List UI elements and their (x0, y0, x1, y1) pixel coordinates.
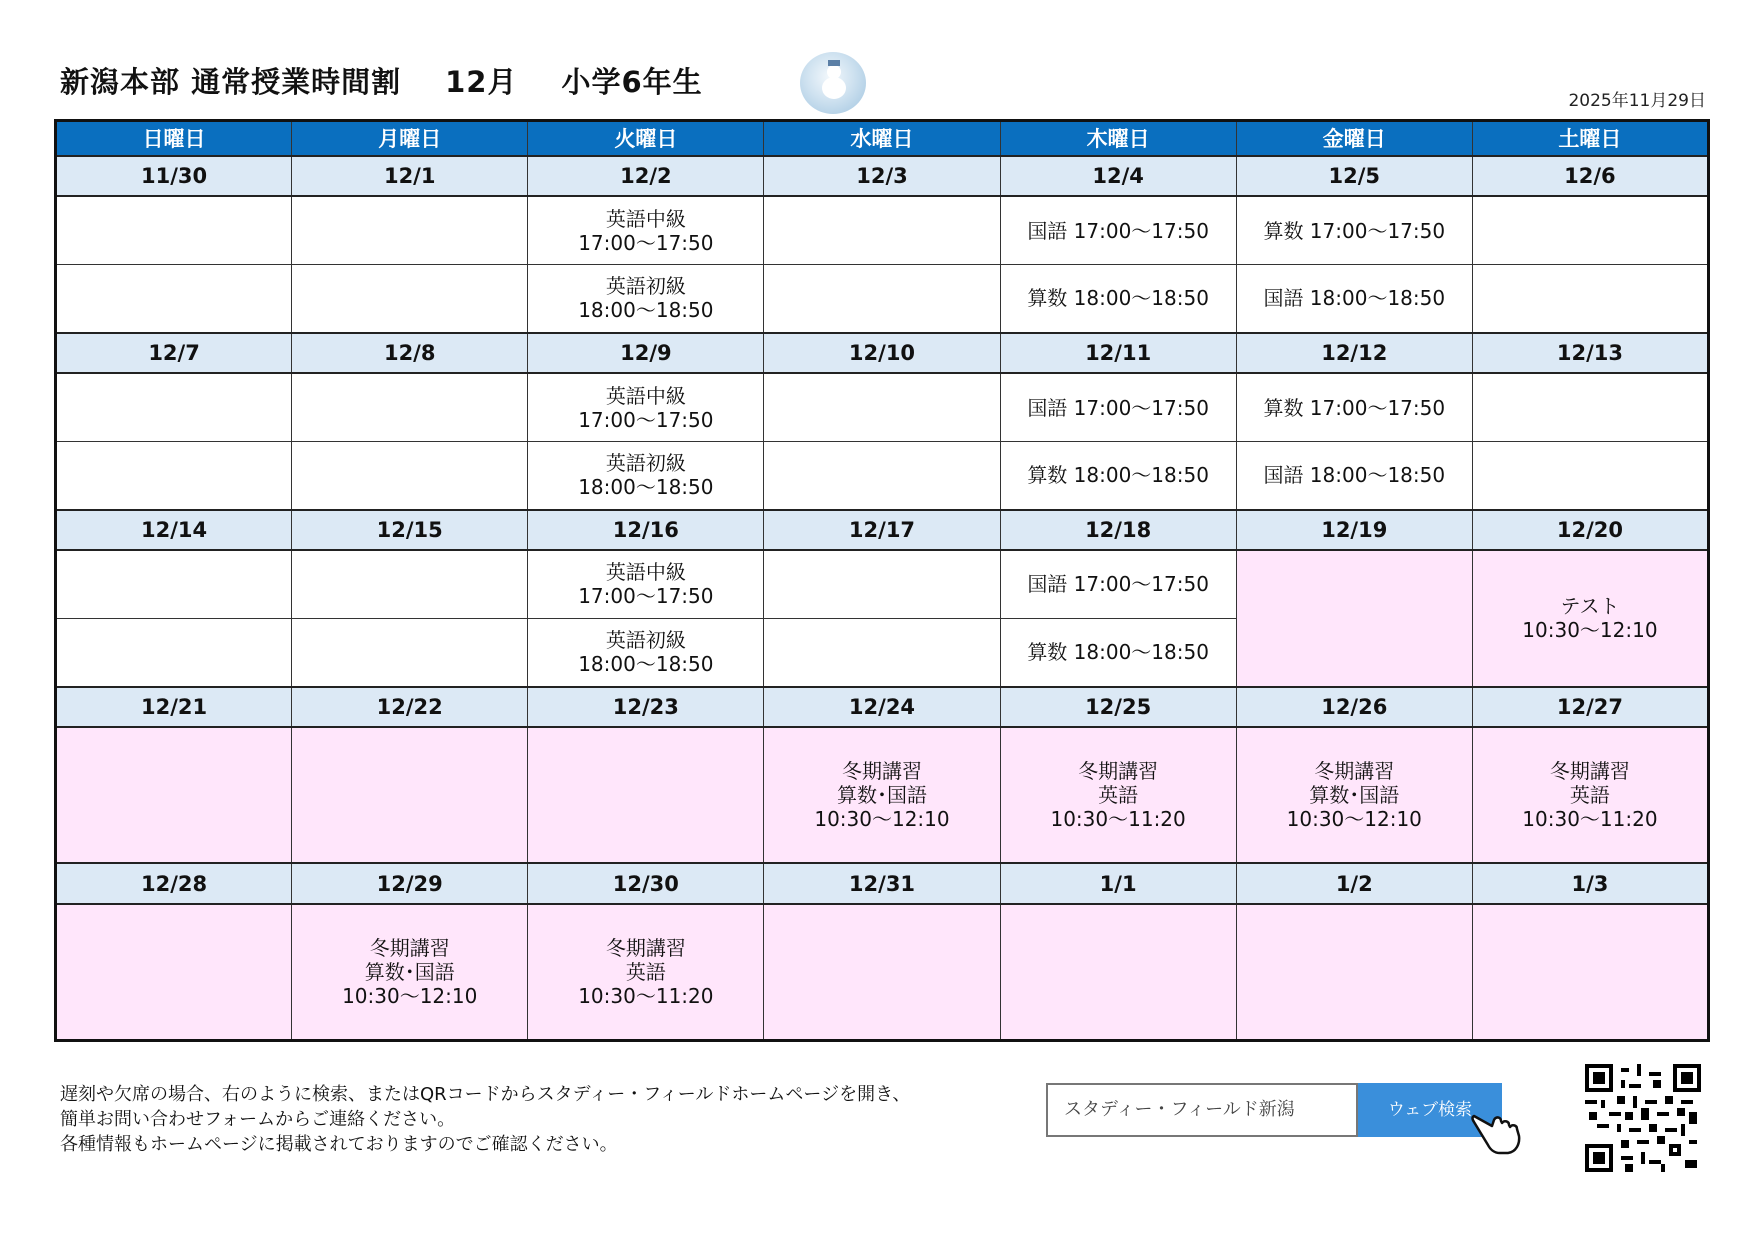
lesson-cell (528, 196, 764, 264)
lesson-text: 英語初級 (605, 451, 686, 476)
lesson-text: 英語中級 (605, 560, 686, 585)
date-cell: 12/11 (1000, 333, 1236, 373)
date-cell: 1/1 (1000, 863, 1236, 903)
lesson-row (56, 441, 1709, 509)
lesson-cell (1000, 550, 1236, 618)
date-cell: 12/17 (764, 510, 1000, 550)
lesson-cell (764, 265, 1000, 333)
date-cell: 12/15 (292, 510, 528, 550)
snowman-icon (800, 52, 866, 114)
date-row (56, 510, 1709, 550)
lesson-cell (764, 618, 1000, 686)
lesson-text: 算数 17:00〜17:50 (1263, 218, 1446, 243)
lesson-cell (56, 196, 292, 264)
lesson-text: 算数 17:00〜17:50 (1263, 395, 1446, 420)
lesson-text: 10:30〜11:20 (1050, 807, 1186, 832)
date-cell: 12/10 (764, 333, 1000, 373)
lesson-cell (528, 618, 764, 686)
date-cell: 1/2 (1236, 863, 1472, 903)
lesson-cell (292, 727, 528, 864)
lesson-cell (764, 196, 1000, 264)
lesson-text: 国語 18:00〜18:50 (1263, 463, 1446, 488)
date-cell: 12/26 (1236, 687, 1472, 727)
lesson-row (56, 373, 1709, 441)
search-input[interactable]: スタディー・フィールド新潟 (1046, 1083, 1358, 1137)
lesson-text: 10:30〜11:20 (1522, 807, 1658, 832)
date-cell: 12/2 (528, 156, 764, 196)
date-cell: 12/16 (528, 510, 764, 550)
lesson-cell (764, 373, 1000, 441)
weekday-header: 水曜日 (764, 121, 1000, 157)
issue-date: 2025年11月29日 (1568, 91, 1706, 111)
lesson-cell (1000, 441, 1236, 509)
weekday-header: 金曜日 (1236, 121, 1472, 157)
lesson-text: 国語 17:00〜17:50 (1027, 395, 1209, 420)
lesson-cell (528, 441, 764, 509)
date-cell: 12/30 (528, 863, 764, 903)
lesson-cell (1472, 904, 1708, 1041)
lesson-text: 英語 (1569, 783, 1610, 808)
weekday-header: 土曜日 (1472, 121, 1708, 157)
lesson-cell (1472, 196, 1708, 264)
lesson-cell (1000, 265, 1236, 333)
date-cell: 12/14 (56, 510, 292, 550)
lesson-text: 18:00〜18:50 (578, 652, 714, 677)
lesson-cell (764, 441, 1000, 509)
lesson-text: 冬期講習 (1078, 759, 1159, 784)
schedule-table (54, 119, 1710, 1042)
date-cell: 12/29 (292, 863, 528, 903)
date-cell: 12/28 (56, 863, 292, 903)
lesson-row (56, 196, 1709, 264)
date-row (56, 156, 1709, 196)
footer-line: 簡単お問い合わせフォームからご連絡ください。 (60, 1109, 456, 1130)
title-grade: 小学6年生 (561, 65, 703, 99)
lesson-text: 10:30〜11:20 (578, 983, 714, 1008)
lesson-text: 10:30〜12:10 (342, 983, 478, 1008)
date-cell: 12/12 (1236, 333, 1472, 373)
lesson-cell (1236, 727, 1472, 864)
lesson-text: 英語初級 (605, 274, 686, 299)
date-cell: 12/1 (292, 156, 528, 196)
lesson-cell (764, 904, 1000, 1041)
lesson-cell (1472, 727, 1708, 864)
weekday-header: 木曜日 (1000, 121, 1236, 157)
title-main: 新潟本部 通常授業時間割 (60, 65, 402, 99)
lesson-cell (292, 904, 528, 1041)
lesson-cell (292, 441, 528, 509)
date-cell: 12/5 (1236, 156, 1472, 196)
lesson-text: 冬期講習 (1314, 759, 1395, 784)
date-cell: 12/21 (56, 687, 292, 727)
lesson-cell (1472, 550, 1708, 687)
footer-line: 遅刻や欠席の場合、右のように検索、またはQRコードからスタディー・フィールドホームページを開き、 (60, 1084, 911, 1105)
weekday-header: 日曜日 (56, 121, 292, 157)
web-search-button[interactable]: ウェブ検索 (1358, 1083, 1502, 1137)
lesson-text: 英語中級 (605, 206, 686, 231)
lesson-row (56, 550, 1709, 618)
weekday-header: 月曜日 (292, 121, 528, 157)
lesson-cell (528, 265, 764, 333)
lesson-cell (528, 727, 764, 864)
date-cell: 12/3 (764, 156, 1000, 196)
date-cell: 12/8 (292, 333, 528, 373)
lesson-cell (292, 373, 528, 441)
lesson-text: テスト (1560, 594, 1620, 619)
lesson-text: 英語初級 (605, 628, 686, 653)
date-cell: 12/18 (1000, 510, 1236, 550)
lesson-cell (56, 618, 292, 686)
lesson-row (56, 265, 1709, 333)
date-cell: 12/27 (1472, 687, 1708, 727)
lesson-cell (1000, 904, 1236, 1041)
lesson-cell (56, 727, 292, 864)
date-cell: 12/23 (528, 687, 764, 727)
lesson-cell (1236, 550, 1472, 687)
lesson-cell (1236, 441, 1472, 509)
lesson-cell (1236, 904, 1472, 1041)
qr-code[interactable] (1584, 1064, 1702, 1172)
lesson-cell (764, 727, 1000, 864)
lesson-cell (292, 618, 528, 686)
lesson-text: 冬期講習 (369, 935, 450, 960)
weekday-header: 火曜日 (528, 121, 764, 157)
lesson-text: 算数 18:00〜18:50 (1027, 463, 1209, 488)
footer-line: 各種情報もホームページに掲載されておりますのでご確認ください。 (60, 1134, 618, 1155)
date-cell: 12/4 (1000, 156, 1236, 196)
lesson-cell (1236, 196, 1472, 264)
lesson-cell (1000, 618, 1236, 686)
lesson-cell (292, 550, 528, 618)
footer-note (60, 1082, 910, 1157)
lesson-text: 17:00〜17:50 (578, 230, 714, 255)
lesson-cell (1472, 373, 1708, 441)
lesson-cell (56, 550, 292, 618)
lesson-text: 冬期講習 (605, 935, 686, 960)
lesson-text: 算数･国語 (364, 959, 455, 984)
lesson-text: 10:30〜12:10 (814, 807, 950, 832)
lesson-text: 国語 17:00〜17:50 (1027, 572, 1209, 597)
lesson-text: 10:30〜12:10 (1522, 618, 1658, 643)
date-cell: 12/19 (1236, 510, 1472, 550)
lesson-cell (1472, 265, 1708, 333)
date-row (56, 333, 1709, 373)
lesson-cell (56, 265, 292, 333)
lesson-text: 算数 18:00〜18:50 (1027, 286, 1209, 311)
date-cell: 12/31 (764, 863, 1000, 903)
date-cell: 12/25 (1000, 687, 1236, 727)
lesson-cell (56, 373, 292, 441)
page-title (60, 60, 703, 101)
date-cell: 12/6 (1472, 156, 1708, 196)
lesson-row (56, 727, 1709, 864)
lesson-text: 18:00〜18:50 (578, 475, 714, 500)
date-cell: 11/30 (56, 156, 292, 196)
lesson-cell (1000, 196, 1236, 264)
lesson-text: 英語 (625, 959, 666, 984)
lesson-cell (1236, 265, 1472, 333)
lesson-text: 国語 17:00〜17:50 (1027, 218, 1209, 243)
lesson-text: 算数･国語 (1309, 783, 1400, 808)
lesson-text: 国語 18:00〜18:50 (1263, 286, 1446, 311)
lesson-cell (528, 550, 764, 618)
lesson-text: 英語 (1098, 783, 1139, 808)
date-cell: 12/9 (528, 333, 764, 373)
lesson-cell (56, 441, 292, 509)
lesson-cell (292, 196, 528, 264)
lesson-cell (1000, 727, 1236, 864)
lesson-text: 10:30〜12:10 (1286, 807, 1422, 832)
lesson-text: 17:00〜17:50 (578, 407, 714, 432)
lesson-cell (292, 265, 528, 333)
lesson-cell (528, 904, 764, 1041)
date-cell: 12/22 (292, 687, 528, 727)
lesson-text: 算数･国語 (836, 783, 927, 808)
date-row (56, 863, 1709, 903)
lesson-text: 英語中級 (605, 383, 686, 408)
pointing-hand-icon (1470, 1106, 1532, 1156)
date-row (56, 687, 1709, 727)
lesson-row (56, 904, 1709, 1041)
lesson-cell (764, 550, 1000, 618)
lesson-cell (1000, 373, 1236, 441)
date-cell: 1/3 (1472, 863, 1708, 903)
date-cell: 12/13 (1472, 333, 1708, 373)
lesson-cell (528, 373, 764, 441)
lesson-text: 算数 18:00〜18:50 (1027, 640, 1209, 665)
date-cell: 12/24 (764, 687, 1000, 727)
lesson-text: 17:00〜17:50 (578, 584, 714, 609)
weekday-header-row (56, 121, 1709, 157)
date-cell: 12/20 (1472, 510, 1708, 550)
lesson-cell (56, 904, 292, 1041)
lesson-cell (1236, 373, 1472, 441)
lesson-text: 18:00〜18:50 (578, 298, 714, 323)
date-cell: 12/7 (56, 333, 292, 373)
title-month: 12月 (445, 65, 518, 99)
lesson-cell (1472, 441, 1708, 509)
lesson-text: 冬期講習 (1549, 759, 1630, 784)
lesson-text: 冬期講習 (841, 759, 922, 784)
